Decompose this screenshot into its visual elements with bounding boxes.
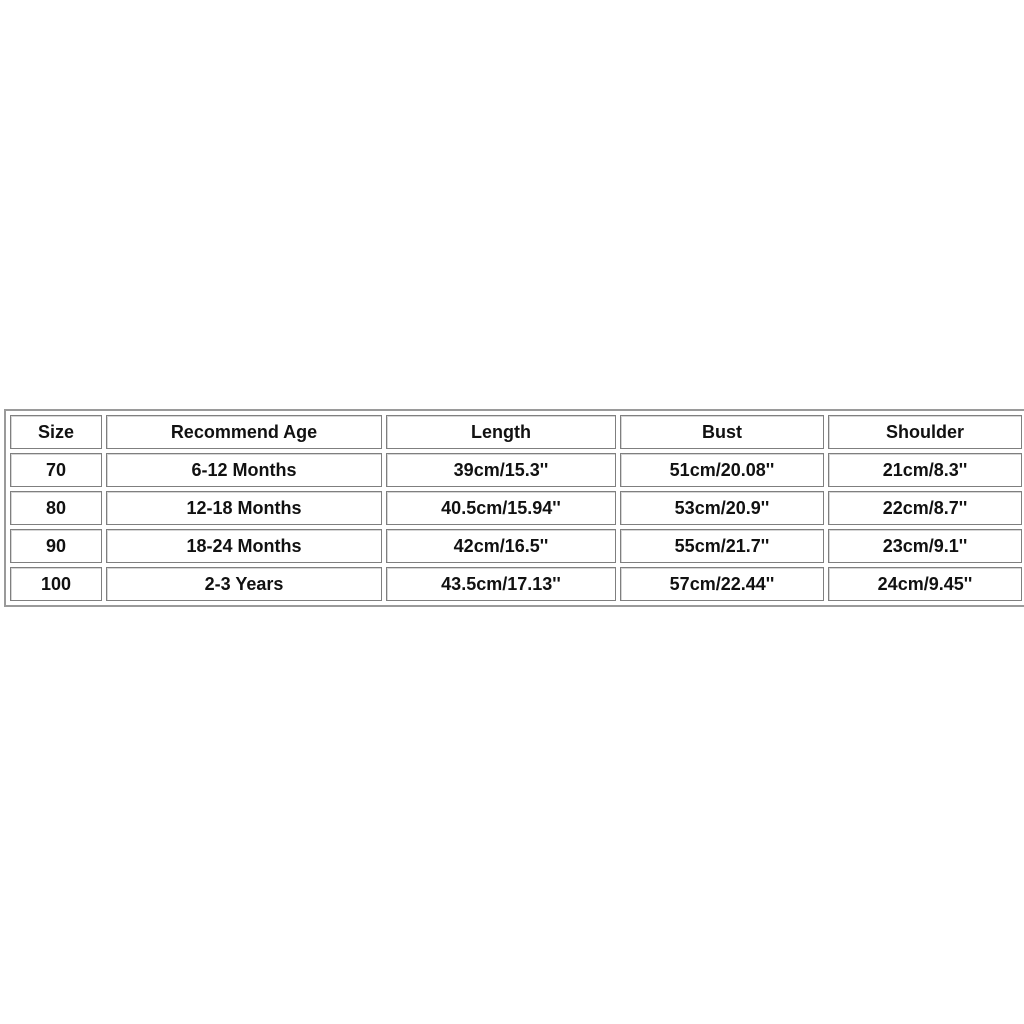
table-row bbox=[10, 491, 1022, 525]
cell-recommend-age: 2-3 Years bbox=[106, 567, 382, 601]
cell-size: 80 bbox=[10, 491, 102, 525]
cell-size: 100 bbox=[10, 567, 102, 601]
cell-size: 90 bbox=[10, 529, 102, 563]
cell-bust: 55cm/21.7'' bbox=[620, 529, 824, 563]
cell-length: 42cm/16.5'' bbox=[386, 529, 616, 563]
cell-bust: 53cm/20.9'' bbox=[620, 491, 824, 525]
table-row bbox=[10, 453, 1022, 487]
cell-bust: 57cm/22.44'' bbox=[620, 567, 824, 601]
cell-shoulder: 22cm/8.7'' bbox=[828, 491, 1022, 525]
cell-recommend-age: 18-24 Months bbox=[106, 529, 382, 563]
header-size: Size bbox=[10, 415, 102, 449]
size-chart-table bbox=[4, 409, 1024, 607]
table-row bbox=[10, 567, 1022, 601]
table-row bbox=[10, 529, 1022, 563]
cell-recommend-age: 12-18 Months bbox=[106, 491, 382, 525]
cell-length: 40.5cm/15.94'' bbox=[386, 491, 616, 525]
table-header-row bbox=[10, 415, 1022, 449]
cell-size: 70 bbox=[10, 453, 102, 487]
header-bust: Bust bbox=[620, 415, 824, 449]
cell-recommend-age: 6-12 Months bbox=[106, 453, 382, 487]
header-length: Length bbox=[386, 415, 616, 449]
cell-bust: 51cm/20.08'' bbox=[620, 453, 824, 487]
cell-length: 43.5cm/17.13'' bbox=[386, 567, 616, 601]
cell-shoulder: 21cm/8.3'' bbox=[828, 453, 1022, 487]
cell-shoulder: 23cm/9.1'' bbox=[828, 529, 1022, 563]
cell-shoulder: 24cm/9.45'' bbox=[828, 567, 1022, 601]
header-shoulder: Shoulder bbox=[828, 415, 1022, 449]
cell-length: 39cm/15.3'' bbox=[386, 453, 616, 487]
header-recommend-age: Recommend Age bbox=[106, 415, 382, 449]
